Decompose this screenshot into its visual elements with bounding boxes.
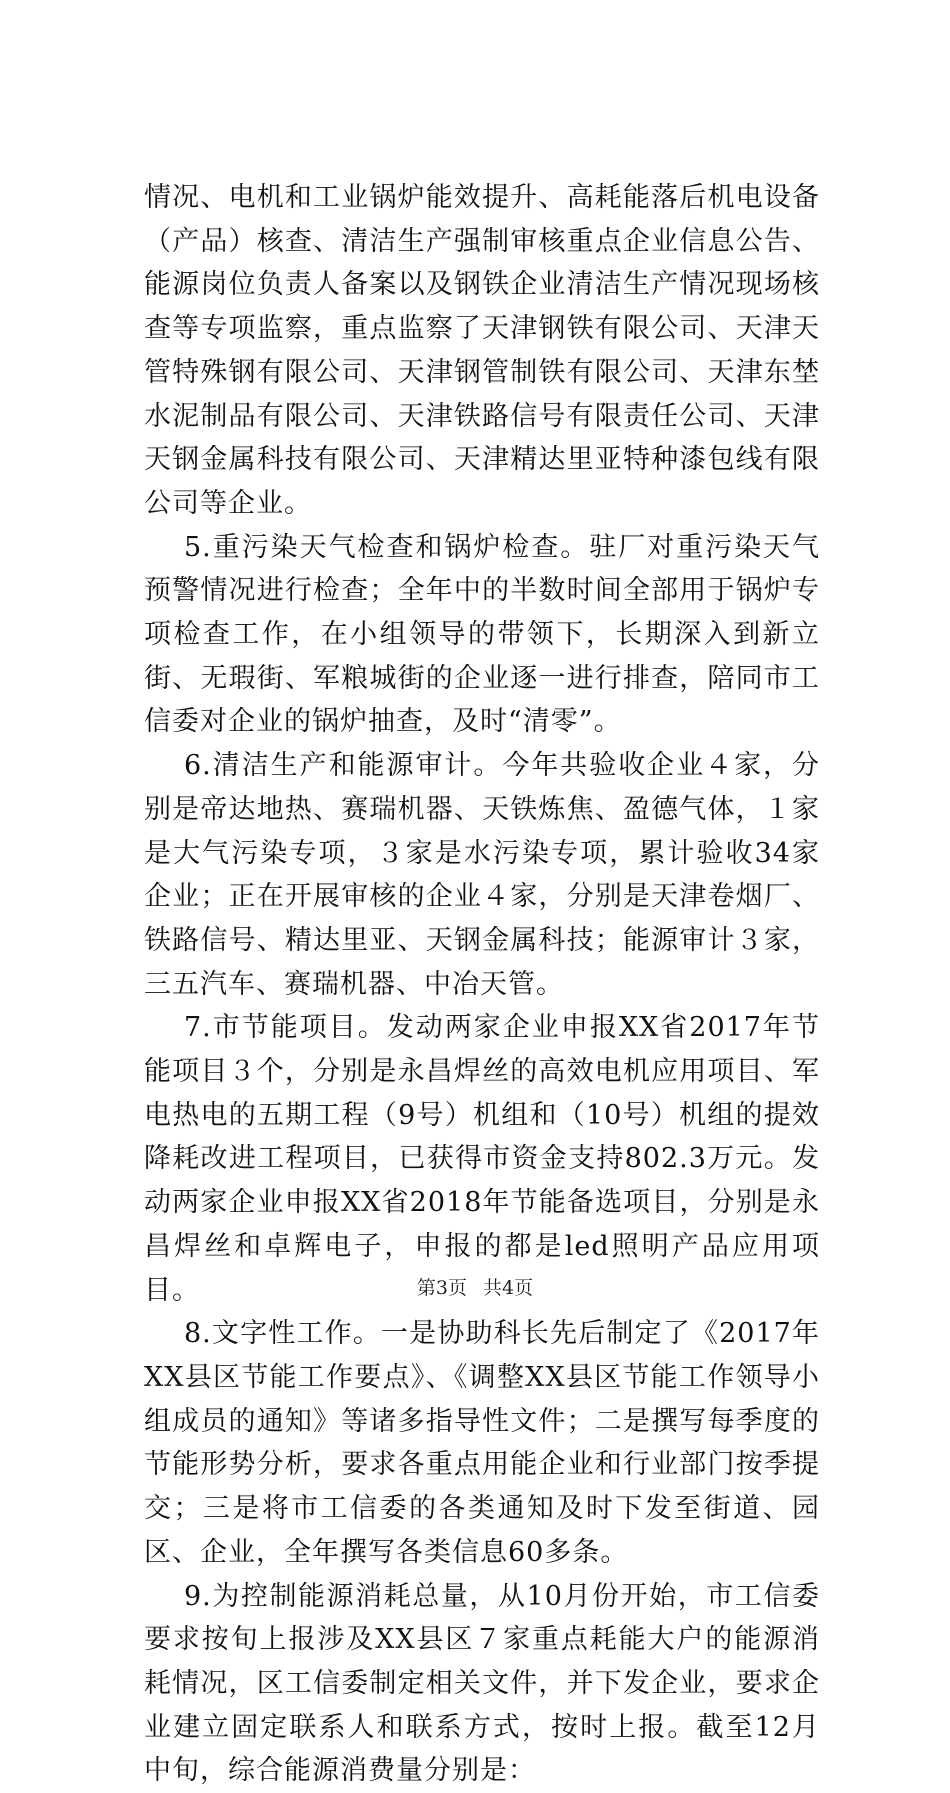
paragraph-clean-production-energy-audit: 6.清洁生产和能源审计。今年共验收企业４家，分别是帝达地热、赛瑞机器、天铁炼焦、盈德气体，１家是大气污染专项，３家是水污染专项，累计验收34家企业；正在开展审核的企业４家，分别是天津卷烟厂、铁路信号、精达里亚、天钢金属科技；能源审计３家，三五汽车、赛瑞机器、中冶天管。 <box>144 744 820 1006</box>
paragraph-heavy-pollution-boiler-inspection: 5.重污染天气检查和锅炉检查。驻厂对重污染天气预警情况进行检查；全年中的半数时间全部用于锅炉专项检查工作，在小组领导的带领下，长期深入到新立街、无瑕街、军粮城街的企业逐一进行排查，陪同市工信委对企业的锅炉抽查，及时“清零”。 <box>144 526 820 745</box>
paragraph-continuation: 情况、电机和工业锅炉能效提升、高耗能落后机电设备（产品）核查、清洁生产强制审核重点企业信息公告、能源岗位负责人备案以及钢铁企业清洁生产情况现场核查等专项监察，重点监察了天津钢铁有限公司、天津天管特殊钢有限公司、天津钢管制铁有限公司、天津东埜水泥制品有限公司、天津铁路信号有限责任公司、天津天钢金属科技有限公司、天津精达里亚特种漆包线有限公司等企业。 <box>144 176 820 526</box>
paragraph-energy-consumption-control: 9.为控制能源消耗总量，从10月份开始，市工信委要求按旬上报涉及XX县区７家重点耗能大户的能源消耗情况，区工信委制定相关文件，并下发企业，要求企业建立固定联系人和联系方式，按时上报。截至12月中旬，综合能源消费量分别是： <box>144 1575 820 1793</box>
page-footer <box>0 1276 950 1300</box>
page-number: 第3页 <box>417 1277 467 1299</box>
document-body <box>144 176 820 1793</box>
paragraph-city-energy-saving-projects: 7.市节能项目。发动两家企业申报XX省2017年节能项目３个，分别是永昌焊丝的高效电机应用项目、军电热电的五期工程（9号）机组和（10号）机组的提效降耗改进工程项目，已获得市资金支持802.3万元。发动两家企业申报XX省2018年节能备选项目，分别是永昌焊丝和卓辉电子，申报的都是led照明产品应用项目。 <box>144 1006 820 1312</box>
page-total: 共4页 <box>483 1277 533 1299</box>
paragraph-writing-work: 8.文字性工作。一是协助科长先后制定了《2017年XX县区节能工作要点》、《调整XX县区节能工作领导小组成员的通知》等诸多指导性文件；二是撰写每季度的节能形势分析，要求各重点用能企业和行业部门按季提交；三是将市工信委的各类通知及时下发至街道、园区、企业，全年撰写各类信息60多条。 <box>144 1312 820 1574</box>
